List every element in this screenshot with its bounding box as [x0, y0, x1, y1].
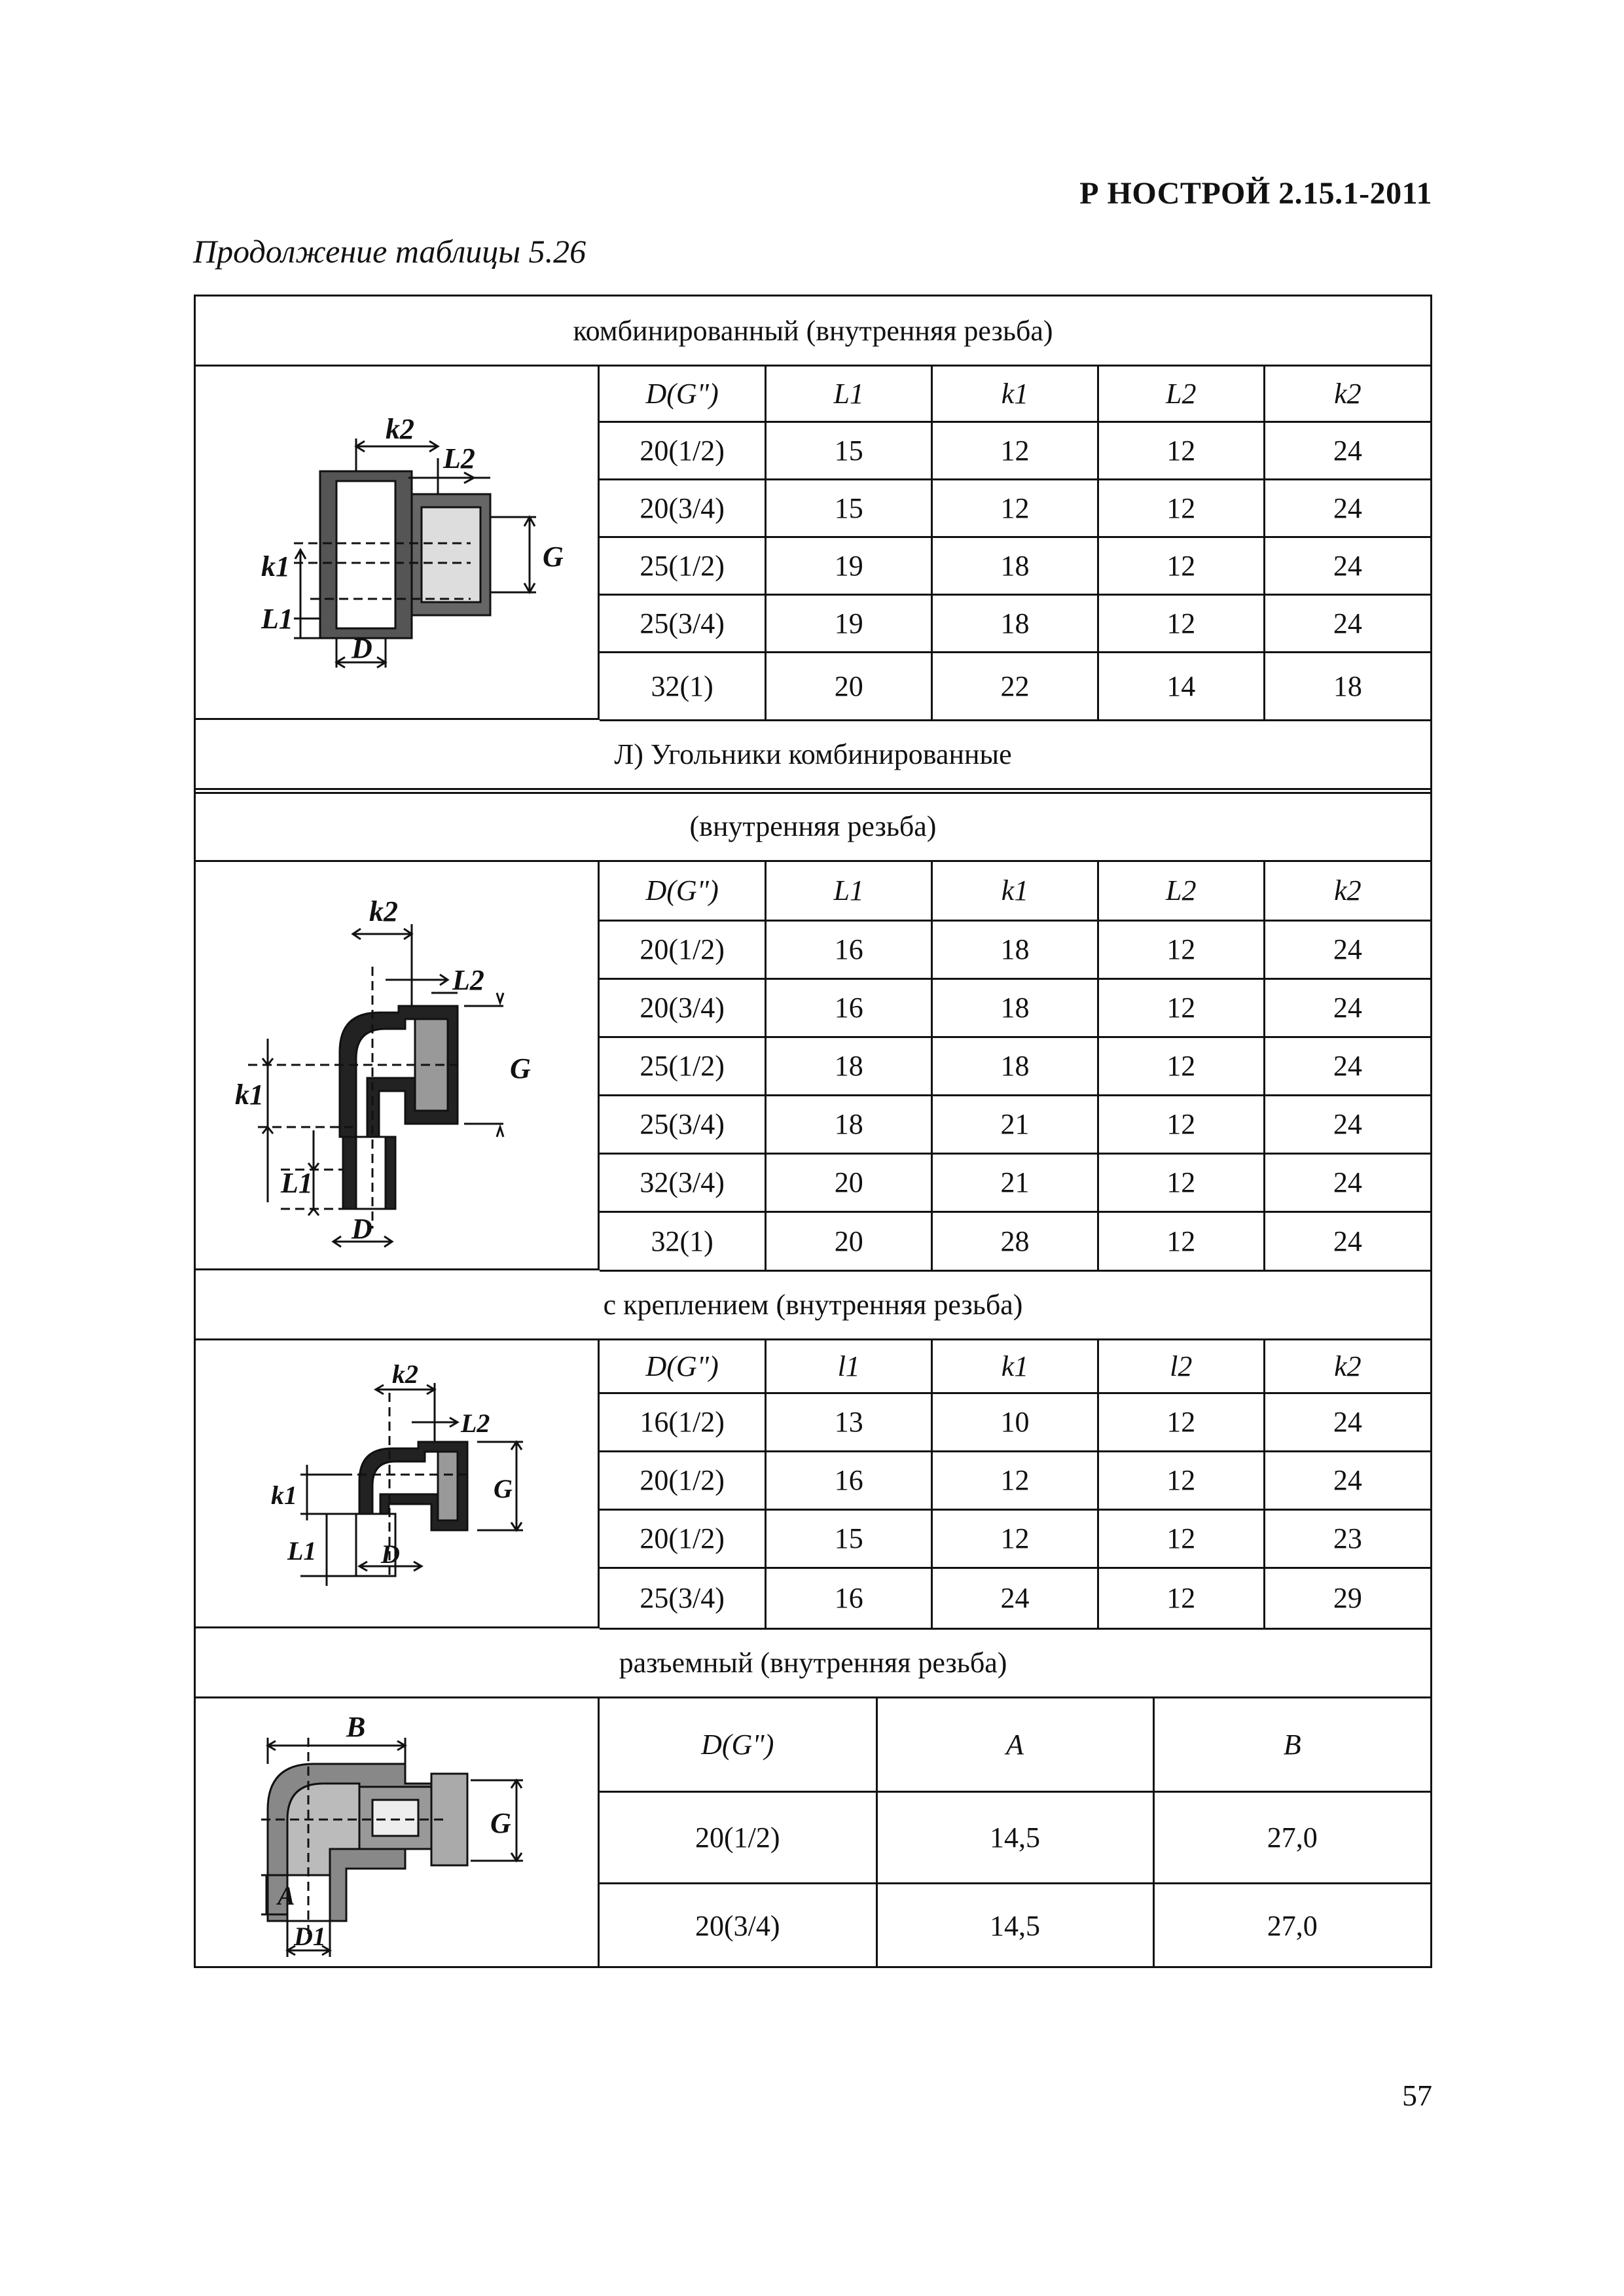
column-header: l2 — [1098, 1340, 1264, 1393]
table-cell: 20 — [766, 1211, 932, 1270]
union-elbow-dimensions-table — [600, 1698, 1430, 1968]
table-row — [600, 537, 1430, 594]
column-header: D(G") — [600, 367, 766, 422]
table-cell: 15 — [766, 422, 932, 479]
table-row — [600, 1451, 1430, 1509]
label-k2: k2 — [392, 1359, 418, 1389]
table-row — [600, 1095, 1430, 1153]
table-cell: 18 — [932, 1037, 1098, 1095]
table-cell: 32(3/4) — [600, 1153, 766, 1211]
column-header: L2 — [1098, 862, 1264, 920]
table-cell: 12 — [1098, 1393, 1264, 1451]
table-row — [600, 1883, 1430, 1968]
label-g: G — [510, 1052, 531, 1085]
document-code: Р НОСТРОЙ 2.15.1-2011 — [1079, 176, 1432, 211]
table-cell: 24 — [1264, 1037, 1430, 1095]
table-cell: 24 — [1264, 978, 1430, 1037]
column-header: L1 — [766, 367, 932, 422]
table-cell: 20 — [766, 652, 932, 720]
table-cell: 25(1/2) — [600, 1037, 766, 1095]
table-cell: 18 — [766, 1037, 932, 1095]
tee-dimensions-table — [600, 367, 1430, 721]
column-header: D(G") — [600, 862, 766, 920]
table-cell: 12 — [932, 422, 1098, 479]
elbow-dimensions-table — [600, 862, 1430, 1272]
table-cell: 32(1) — [600, 652, 766, 720]
table-row — [600, 1568, 1430, 1628]
label-k1: k1 — [235, 1079, 264, 1111]
table-cell: 10 — [932, 1393, 1098, 1451]
label-k2: k2 — [386, 413, 414, 445]
mounted-elbow-dimensions-table — [600, 1340, 1430, 1630]
column-header: k2 — [1264, 1340, 1430, 1393]
column-header: D(G") — [600, 1340, 766, 1393]
table-cell: 18 — [932, 978, 1098, 1037]
table-cell: 19 — [766, 594, 932, 652]
table-cell: 12 — [932, 1451, 1098, 1509]
table-cell: 16 — [766, 978, 932, 1037]
table-cell: 12 — [1098, 978, 1264, 1037]
section-title: Л) Угольники комбинированные — [196, 720, 1430, 790]
table-cell: 25(3/4) — [600, 1568, 766, 1628]
table-cell: 12 — [1098, 1037, 1264, 1095]
table-cell: 27,0 — [1153, 1883, 1430, 1968]
table-cell: 14,5 — [876, 1791, 1153, 1883]
label-g: G — [494, 1474, 513, 1503]
column-header: k1 — [932, 1340, 1098, 1393]
table-cell: 22 — [932, 652, 1098, 720]
label-k1: k1 — [261, 550, 290, 583]
table-cell: 16(1/2) — [600, 1393, 766, 1451]
section-subtitle: (внутренняя резьба) — [196, 792, 1430, 862]
label-b: B — [346, 1711, 366, 1743]
table-cell: 12 — [932, 479, 1098, 537]
label-k1: k1 — [271, 1480, 297, 1510]
label-k2: k2 — [369, 895, 398, 927]
table-row — [600, 1393, 1430, 1451]
table-cell: 12 — [1098, 1211, 1264, 1270]
table-cell: 24 — [932, 1568, 1098, 1628]
table-cell: 20(1/2) — [600, 1509, 766, 1568]
table-cell: 24 — [1264, 1095, 1430, 1153]
column-header: k2 — [1264, 862, 1430, 920]
column-header: L1 — [766, 862, 932, 920]
table-cell: 18 — [932, 594, 1098, 652]
table-cell: 24 — [1264, 1153, 1430, 1211]
table-cell: 18 — [1264, 652, 1430, 720]
label-l1: L1 — [287, 1536, 317, 1566]
table-cell: 12 — [932, 1509, 1098, 1568]
table-cell: 12 — [1098, 1509, 1264, 1568]
table-cell: 20(1/2) — [600, 1451, 766, 1509]
table-cell: 20(1/2) — [600, 422, 766, 479]
table-cell: 20(1/2) — [600, 1791, 876, 1883]
table-cell: 20(3/4) — [600, 1883, 876, 1968]
table-cell: 19 — [766, 537, 932, 594]
section-title: комбинированный (внутренняя резьба) — [196, 296, 1430, 367]
table-cell: 13 — [766, 1393, 932, 1451]
table-cell: 12 — [1098, 422, 1264, 479]
label-d1: D1 — [294, 1922, 326, 1951]
table-cell: 23 — [1264, 1509, 1430, 1568]
label-l2: L2 — [461, 1408, 490, 1438]
label-g: G — [543, 541, 564, 573]
table-cell: 18 — [932, 920, 1098, 978]
table-cell: 15 — [766, 479, 932, 537]
table-cell: 24 — [1264, 1211, 1430, 1270]
table-row — [600, 1509, 1430, 1568]
label-a: A — [278, 1881, 295, 1910]
table-caption: Продолжение таблицы 5.26 — [193, 233, 586, 270]
elbow-fitting-drawing — [196, 862, 600, 1270]
table-row — [600, 1153, 1430, 1211]
section-title: с креплением (внутренняя резьба) — [196, 1270, 1430, 1340]
tee-fitting-drawing — [196, 367, 600, 720]
table-cell: 29 — [1264, 1568, 1430, 1628]
table-cell: 14,5 — [876, 1883, 1153, 1968]
table-cell: 18 — [932, 537, 1098, 594]
table-cell: 24 — [1264, 594, 1430, 652]
table-cell: 24 — [1264, 1393, 1430, 1451]
table-cell: 21 — [932, 1095, 1098, 1153]
table-cell: 24 — [1264, 537, 1430, 594]
label-l2: L2 — [443, 442, 475, 475]
table-cell: 20(3/4) — [600, 978, 766, 1037]
column-header: B — [1153, 1698, 1430, 1791]
table-cell: 20 — [766, 1153, 932, 1211]
table-cell: 12 — [1098, 920, 1264, 978]
table-row — [600, 1791, 1430, 1883]
label-g: G — [490, 1807, 511, 1839]
table-cell: 12 — [1098, 1451, 1264, 1509]
table-row — [600, 422, 1430, 479]
table-cell: 18 — [766, 1095, 932, 1153]
table-cell: 24 — [1264, 479, 1430, 537]
table-row — [600, 1037, 1430, 1095]
section-title: разъемный (внутренняя резьба) — [196, 1628, 1430, 1698]
table-cell: 25(3/4) — [600, 594, 766, 652]
table-cell: 12 — [1098, 1095, 1264, 1153]
label-d: D — [381, 1539, 400, 1569]
table-cell: 24 — [1264, 1451, 1430, 1509]
table-cell: 25(3/4) — [600, 1095, 766, 1153]
table-cell: 21 — [932, 1153, 1098, 1211]
table-cell: 15 — [766, 1509, 932, 1568]
table-row — [600, 652, 1430, 720]
table-cell: 24 — [1264, 920, 1430, 978]
column-header: k1 — [932, 367, 1098, 422]
label-l1: L1 — [261, 603, 293, 635]
label-l1: L1 — [281, 1167, 313, 1199]
table-cell: 24 — [1264, 422, 1430, 479]
table-cell: 20(1/2) — [600, 920, 766, 978]
column-header: k2 — [1264, 367, 1430, 422]
mounted-elbow-drawing — [196, 1340, 600, 1628]
page-number: 57 — [1402, 2079, 1432, 2112]
table-cell: 16 — [766, 1568, 932, 1628]
table-cell: 25(1/2) — [600, 537, 766, 594]
column-header: l1 — [766, 1340, 932, 1393]
table-row — [600, 1211, 1430, 1270]
column-header: L2 — [1098, 367, 1264, 422]
label-l2: L2 — [452, 964, 484, 996]
label-d: D — [352, 1213, 372, 1245]
column-header: A — [876, 1698, 1153, 1791]
table-cell: 12 — [1098, 479, 1264, 537]
table-row — [600, 479, 1430, 537]
table-cell: 16 — [766, 920, 932, 978]
table-cell: 12 — [1098, 1153, 1264, 1211]
table-cell: 27,0 — [1153, 1791, 1430, 1883]
column-header: D(G") — [600, 1698, 876, 1791]
table-cell: 20(3/4) — [600, 479, 766, 537]
table-cell: 28 — [932, 1211, 1098, 1270]
table-cell: 14 — [1098, 652, 1264, 720]
union-elbow-drawing — [196, 1698, 600, 1968]
table-cell: 12 — [1098, 1568, 1264, 1628]
column-header: k1 — [932, 862, 1098, 920]
table-row — [600, 978, 1430, 1037]
spec-table — [194, 295, 1432, 1968]
table-cell: 12 — [1098, 537, 1264, 594]
label-d: D — [352, 632, 372, 664]
table-cell: 32(1) — [600, 1211, 766, 1270]
table-row — [600, 594, 1430, 652]
table-row — [600, 920, 1430, 978]
table-cell: 12 — [1098, 594, 1264, 652]
table-cell: 16 — [766, 1451, 932, 1509]
